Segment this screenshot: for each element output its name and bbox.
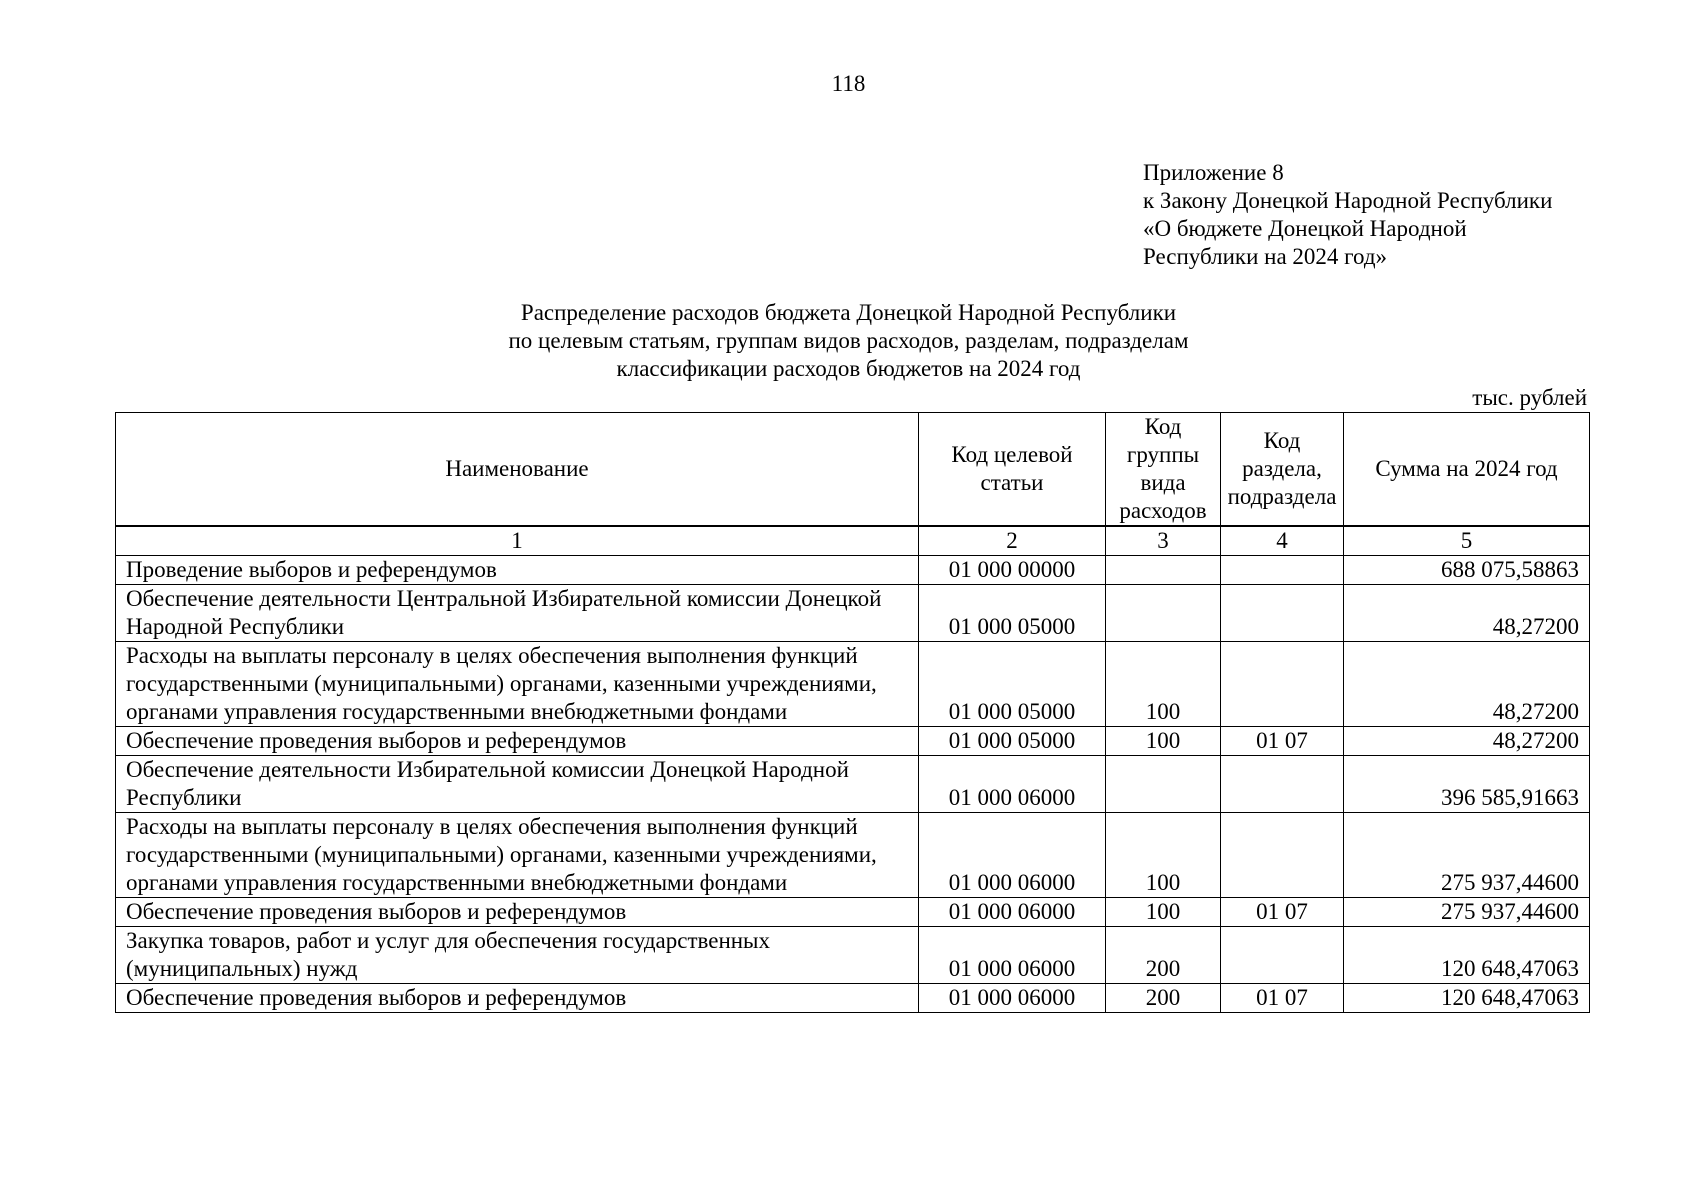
row-expense-group: 100 xyxy=(1106,642,1221,727)
column-number: 4 xyxy=(1221,527,1344,556)
row-section-code: 01 07 xyxy=(1221,984,1344,1013)
units-label: тыс. рублей xyxy=(1472,385,1587,410)
header-name: Наименование xyxy=(116,413,919,526)
title-line-2: по целевым статьям, группам видов расходов, разделам, подразделам xyxy=(508,328,1189,353)
row-section-code xyxy=(1221,642,1344,727)
row-name: Расходы на выплаты персоналу в целях обеспечения выполнения функций государственными (муниципальными) органами, казенными учреждениями, органами управления государственными внебюджетными фондами xyxy=(116,813,919,898)
row-name: Обеспечение проведения выборов и референдумов xyxy=(116,727,919,756)
table-header-row xyxy=(116,413,1590,526)
row-sum: 396 585,91663 xyxy=(1344,756,1590,813)
row-section-code xyxy=(1221,556,1344,585)
row-target-code: 01 000 05000 xyxy=(919,727,1106,756)
row-section-code xyxy=(1221,813,1344,898)
header-expense-group: Код группы вида расходов xyxy=(1106,413,1221,526)
row-sum: 120 648,47063 xyxy=(1344,927,1590,984)
table-row xyxy=(116,984,1590,1013)
table-row xyxy=(116,585,1590,642)
row-target-code: 01 000 06000 xyxy=(919,984,1106,1013)
table-row xyxy=(116,813,1590,898)
table-row xyxy=(116,556,1590,585)
budget-table xyxy=(115,412,1590,1013)
appendix-line-2: к Закону Донецкой Народной Республики xyxy=(1143,188,1553,213)
header-sum: Сумма на 2024 год xyxy=(1344,413,1590,526)
row-sum: 48,27200 xyxy=(1344,727,1590,756)
row-sum: 48,27200 xyxy=(1344,585,1590,642)
row-target-code: 01 000 06000 xyxy=(919,756,1106,813)
row-sum: 120 648,47063 xyxy=(1344,984,1590,1013)
header-target-code: Код целевой статьи xyxy=(919,413,1106,526)
row-sum: 275 937,44600 xyxy=(1344,898,1590,927)
appendix-line-3: «О бюджете Донецкой Народной xyxy=(1143,216,1467,241)
column-number: 5 xyxy=(1344,527,1590,556)
column-number: 2 xyxy=(919,527,1106,556)
row-name: Обеспечение деятельности Избирательной комиссии Донецкой Народной Республики xyxy=(116,756,919,813)
row-name: Закупка товаров, работ и услуг для обеспечения государственных (муниципальных) нужд xyxy=(116,927,919,984)
table-row xyxy=(116,756,1590,813)
document-title xyxy=(0,299,1697,383)
row-section-code: 01 07 xyxy=(1221,898,1344,927)
row-section-code xyxy=(1221,585,1344,642)
table-row xyxy=(116,642,1590,727)
header-section-code: Код раздела, подраздела xyxy=(1221,413,1344,526)
page-number: 118 xyxy=(831,71,866,96)
column-numbers-row xyxy=(116,527,1590,556)
row-expense-group xyxy=(1106,585,1221,642)
title-line-1: Распределение расходов бюджета Донецкой Народной Республики xyxy=(520,300,1177,325)
row-expense-group: 100 xyxy=(1106,898,1221,927)
row-expense-group: 100 xyxy=(1106,727,1221,756)
row-name: Обеспечение проведения выборов и референдумов xyxy=(116,898,919,927)
row-target-code: 01 000 05000 xyxy=(919,585,1106,642)
row-name: Расходы на выплаты персоналу в целях обеспечения выполнения функций государственными (муниципальными) органами, казенными учреждениями, органами управления государственными внебюджетными фондами xyxy=(116,642,919,727)
row-sum: 275 937,44600 xyxy=(1344,813,1590,898)
row-name: Обеспечение проведения выборов и референдумов xyxy=(116,984,919,1013)
row-expense-group: 200 xyxy=(1106,927,1221,984)
table-row xyxy=(116,927,1590,984)
row-target-code: 01 000 06000 xyxy=(919,927,1106,984)
row-section-code xyxy=(1221,756,1344,813)
row-name: Обеспечение деятельности Центральной Избирательной комиссии Донецкой Народной Республики xyxy=(116,585,919,642)
row-expense-group xyxy=(1106,556,1221,585)
table-row xyxy=(116,727,1590,756)
table-row xyxy=(116,898,1590,927)
appendix-note xyxy=(1143,159,1663,271)
row-sum: 48,27200 xyxy=(1344,642,1590,727)
row-sum: 688 075,58863 xyxy=(1344,556,1590,585)
row-name: Проведение выборов и референдумов xyxy=(116,556,919,585)
row-expense-group: 200 xyxy=(1106,984,1221,1013)
row-expense-group: 100 xyxy=(1106,813,1221,898)
row-target-code: 01 000 05000 xyxy=(919,642,1106,727)
row-target-code: 01 000 06000 xyxy=(919,813,1106,898)
row-expense-group xyxy=(1106,756,1221,813)
title-line-3: классификации расходов бюджетов на 2024 год xyxy=(616,356,1081,381)
column-number: 3 xyxy=(1106,527,1221,556)
row-section-code xyxy=(1221,927,1344,984)
appendix-line-4: Республики на 2024 год» xyxy=(1143,244,1388,269)
column-number: 1 xyxy=(116,527,919,556)
row-target-code: 01 000 06000 xyxy=(919,898,1106,927)
row-section-code: 01 07 xyxy=(1221,727,1344,756)
appendix-line-1: Приложение 8 xyxy=(1143,160,1284,185)
row-target-code: 01 000 00000 xyxy=(919,556,1106,585)
